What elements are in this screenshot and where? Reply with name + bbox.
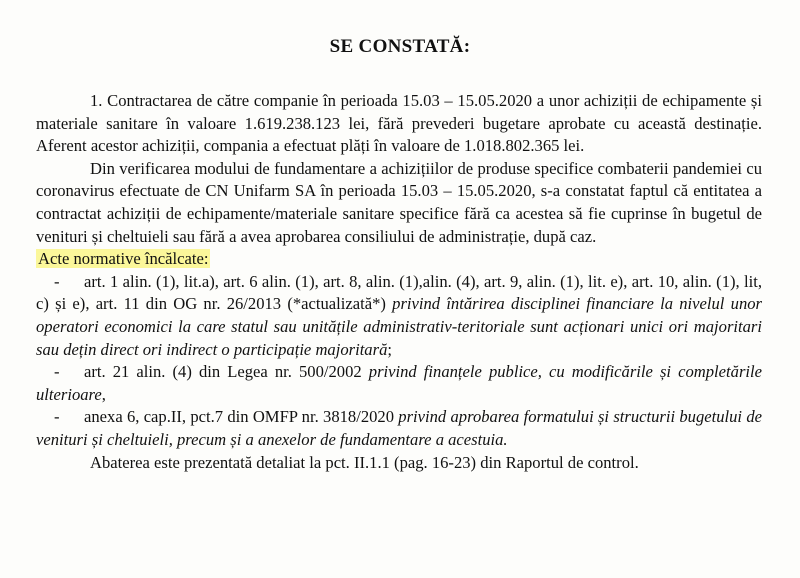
item-plain-text: art. 1 alin. (1), lit.a), art. 6 alin. (1), art. 8, alin. (1),alin. (4), art. 9, alin. (1), lit. e), art. 10, alin. (1), lit, c) și e), art. 11 din OG nr. 26/2013 (*actualizată*) bbox=[36, 271, 762, 314]
item-plain-text: art. 21 alin. (4) din Legea nr. 500/2002 bbox=[84, 362, 369, 382]
acte-normative-line bbox=[36, 248, 762, 271]
list-item bbox=[36, 406, 762, 451]
item-italic-text: privind finanțele publice, cu modificările și completările ulterioare bbox=[36, 362, 762, 404]
document-body bbox=[36, 90, 762, 474]
paragraph-2: Din verificarea modului de fundamentare a achizițiilor de produse specifice combaterii pandemiei cu coronavirus efectuate de CN Unifarm SA în perioada 15.03 – 15.05.2020, s-a constatat faptul că entitatea a contractat achiziții de echipamente/materiale sanitare specifice fără ca acestea să fie cuprinse în bugetul de venituri și cheltuieli sau fără a avea aprobarea consiliului de administrație, după caz. bbox=[36, 158, 762, 246]
paragraph-1: 1. Contractarea de către companie în perioada 15.03 – 15.05.2020 a unor achiziții de echipamente și materiale sanitare în valoare 1.619.238.123 lei, fără prevederi bugetare aprobate cu această destinație. Aferent acestor achiziții, compania a efectuat plăți în valoare de 1.018.802.365 lei. bbox=[36, 91, 762, 156]
section-heading: SE CONSTATĂ: bbox=[329, 36, 471, 57]
item-italic-text: privind întărirea disciplinei financiare la nivelul unor operatori economici la care statul sau unitățile administrativ-teritoriale sunt acționari unici ori majoritari sau dețin direct ori indirect o participație majoritară bbox=[36, 294, 763, 359]
item-tail: ; bbox=[387, 339, 392, 359]
item-plain-text: anexa 6, cap.II, pct.7 din OMFP nr. 3818/2020 bbox=[84, 407, 399, 427]
final-paragraph: Abaterea este prezentată detaliat la pct. II.1.1 (pag. 16-23) din Raportul de control. bbox=[90, 452, 639, 472]
list-item bbox=[36, 271, 762, 361]
list-dash: - bbox=[54, 407, 60, 427]
item-tail: , bbox=[101, 384, 106, 404]
list-item bbox=[36, 361, 762, 406]
list-dash: - bbox=[54, 271, 60, 291]
item-italic-text: privind aprobarea formatului și structurii bugetului de venituri și cheltuieli, precum și a anexelor de fundamentare a acestuia. bbox=[36, 407, 762, 449]
acte-normative-label: Acte normative încălcate: bbox=[38, 249, 209, 269]
list-dash: - bbox=[54, 362, 60, 382]
